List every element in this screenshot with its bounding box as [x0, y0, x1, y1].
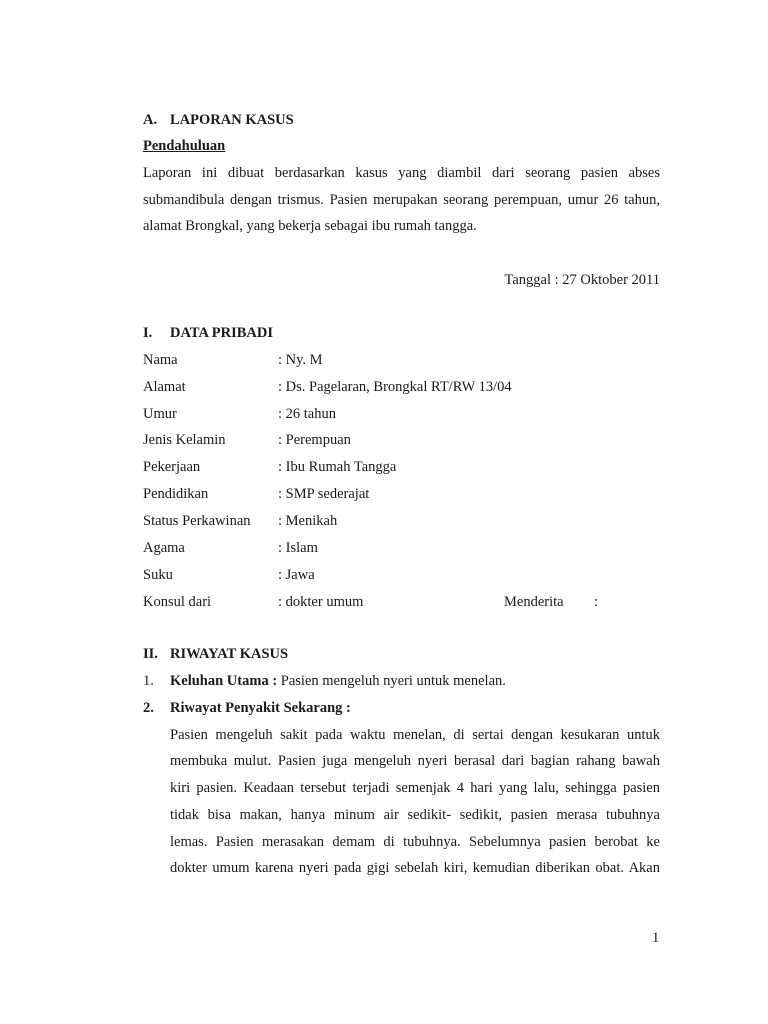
item-2-line-6: dokter umum karena nyeri pada gigi sebelah kiri, kemudian diberikan obat. Akan — [170, 860, 660, 876]
intro-line-1: Laporan ini dibuat berdasarkan kasus yang diambil dari seorang pasien abses — [143, 165, 660, 181]
field-value: : 26 tahun — [278, 406, 336, 422]
intro-line-2: submandibula dengan trismus. Pasien merupakan seorang perempuan, umur 26 tahun, — [143, 192, 660, 208]
field-extra-label: Menderita — [504, 594, 564, 610]
field-value: : Ibu Rumah Tangga — [278, 459, 397, 475]
item-2-line-2: membuka mulut. Pasien juga mengeluh nyeri berasal dari bagian rahang bawah — [170, 753, 660, 769]
field-label: Pendidikan — [143, 486, 209, 502]
report-date: Tanggal : 27 Oktober 2011 — [504, 272, 660, 288]
section-a-number: A. — [143, 112, 158, 128]
field-label: Alamat — [143, 379, 186, 395]
field-value: : Jawa — [278, 567, 315, 583]
section-2-title: RIWAYAT KASUS — [170, 646, 289, 662]
field-extra-value: : — [594, 594, 599, 610]
page-number: 1 — [652, 930, 660, 946]
section-1-number: I. — [143, 325, 153, 341]
field-label: Nama — [143, 352, 178, 368]
item-1-label: Keluhan Utama : — [170, 673, 278, 689]
item-2-line-5: lemas. Pasien merasakan demam di tubuhnya. Sebelumnya pasien berobat ke — [170, 834, 660, 850]
field-label: Umur — [143, 406, 177, 422]
field-value: : Menikah — [278, 513, 338, 529]
field-value: : SMP sederajat — [278, 486, 370, 502]
field-value: : dokter umum — [278, 594, 364, 610]
item-1-text: Pasien mengeluh nyeri untuk menelan. — [277, 673, 506, 689]
field-label: Jenis Kelamin — [143, 432, 226, 448]
item-1-line — [170, 672, 506, 690]
item-2-line-3: kiri pasien. Keadaan tersebut terjadi semenjak 4 hari yang lalu, sehingga pasien — [170, 780, 660, 796]
field-label: Suku — [143, 567, 173, 583]
field-value: : Islam — [278, 540, 318, 556]
field-label: Konsul dari — [143, 594, 212, 610]
section-1-title: DATA PRIBADI — [170, 325, 273, 341]
field-label: Pekerjaan — [143, 459, 201, 475]
intro-line-3: alamat Brongkal, yang bekerja sebagai ibu rumah tangga. — [143, 218, 477, 234]
field-label: Status Perkawinan — [143, 513, 251, 529]
field-value: : Perempuan — [278, 432, 351, 448]
item-1-number: 1. — [143, 673, 154, 689]
item-2-line-1: Pasien mengeluh sakit pada waktu menelan, di sertai dengan kesukaran untuk — [170, 727, 660, 743]
item-2-number: 2. — [143, 700, 154, 716]
item-2-line-4: tidak bisa makan, hanya minum air sedikit- sedikit, pasien merasa tubuhnya — [170, 807, 660, 823]
section-a-title: LAPORAN KASUS — [170, 112, 294, 128]
item-2-label: Riwayat Penyakit Sekarang : — [170, 700, 351, 716]
section-a-subtitle: Pendahuluan — [143, 138, 226, 154]
field-label: Agama — [143, 540, 185, 556]
field-value: : Ds. Pagelaran, Brongkal RT/RW 13/04 — [278, 379, 512, 395]
field-value: : Ny. M — [278, 352, 323, 368]
section-2-number: II. — [143, 646, 158, 662]
